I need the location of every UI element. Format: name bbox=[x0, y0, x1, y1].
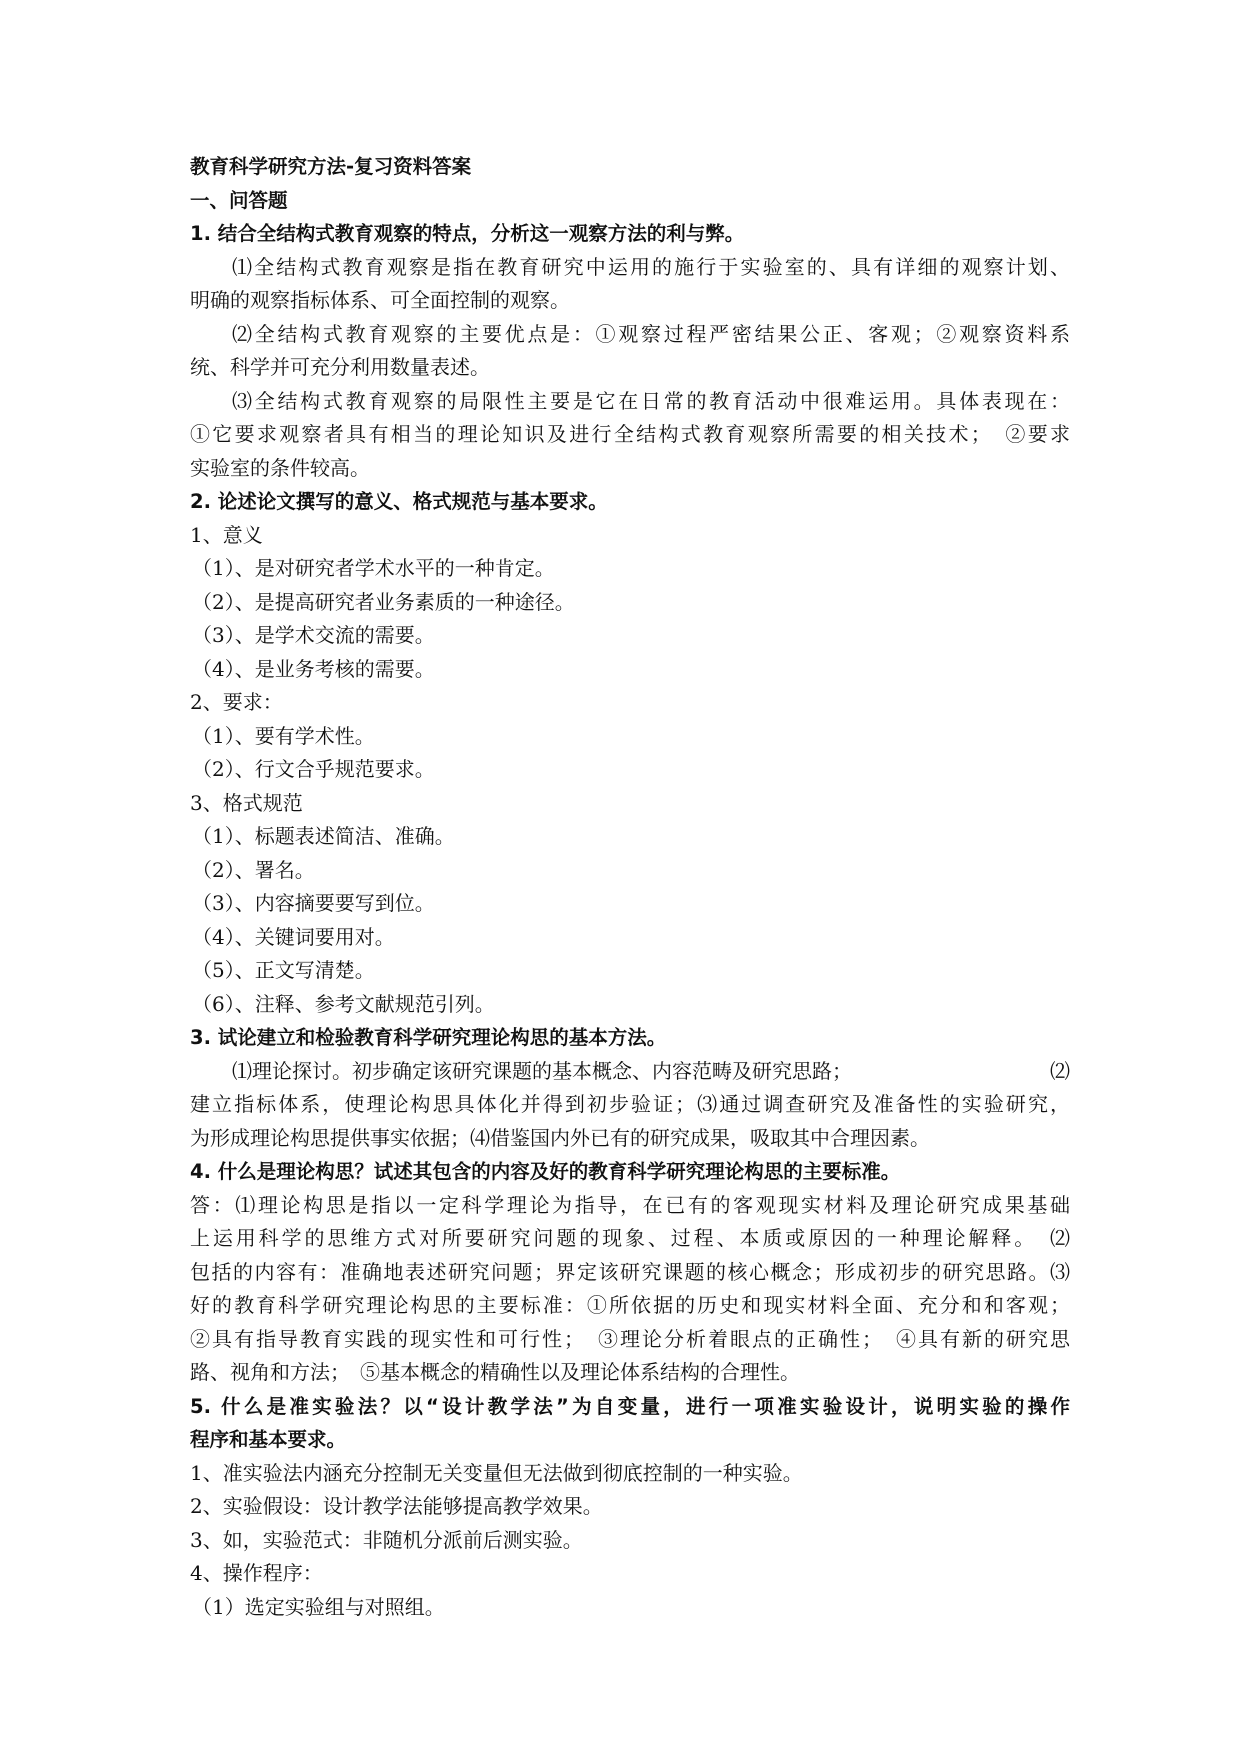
question-2-heading: 2. 论述论文撰写的意义、格式规范与基本要求。 bbox=[190, 490, 608, 513]
list-item: （2）、署名。 bbox=[192, 857, 315, 882]
q1-paragraph-2-line-2: 统、科学并可充分利用数量表述。 bbox=[190, 355, 490, 379]
list-item: （6）、注释、参考文献规范引列。 bbox=[192, 991, 495, 1016]
list-item: 3、如，实验范式：非随机分派前后测实验。 bbox=[190, 1527, 583, 1552]
document-title: 教育科学研究方法-复习资料答案 bbox=[190, 155, 472, 178]
q4-line-6: 路、视角和方法； ⑤基本概念的精确性以及理论体系结构的合理性。 bbox=[190, 1360, 800, 1384]
list-item: （4）、关键词要用对。 bbox=[192, 924, 395, 949]
list-item: 2、实验假设：设计教学法能够提高教学效果。 bbox=[190, 1494, 603, 1518]
list-item: （1）选定实验组与对照组。 bbox=[192, 1594, 445, 1619]
q4-line-1: 答：⑴理论构思是指以一定科学理论为指导，在已有的客观现实材料及理论研究成果基础 bbox=[190, 1192, 1070, 1217]
q3-line-1 bbox=[190, 1055, 1070, 1089]
q3-line-1-text: ⑴理论探讨。初步确定该研究课题的基本概念、内容范畴及研究思路； bbox=[232, 1058, 852, 1083]
q3-line-3: 为形成理论构思提供事实依据；⑷借鉴国内外已有的研究成果，吸取其中合理因素。 bbox=[190, 1125, 930, 1150]
q3-line-1-number: ⑵ bbox=[1050, 1058, 1070, 1083]
q1-paragraph-1-line-2: 明确的观察指标体系、可全面控制的观察。 bbox=[190, 288, 570, 312]
list-item: 4、操作程序： bbox=[190, 1561, 323, 1585]
q4-line-5: ②具有指导教育实践的现实性和可行性； ③理论分析着眼点的正确性； ④具有新的研究思 bbox=[190, 1326, 1070, 1351]
list-item: （1）、是对研究者学术水平的一种肯定。 bbox=[192, 556, 555, 580]
q4-line-3: 包括的内容有：准确地表述研究问题；界定该研究课题的核心概念；形成初步的研究思路。⑶ bbox=[190, 1259, 1070, 1284]
list-item: （1）、要有学术性。 bbox=[192, 723, 375, 748]
question-1-heading: 1. 结合全结构式教育观察的特点，分析这一观察方法的利与弊。 bbox=[190, 222, 745, 245]
q1-paragraph-2-line-1: ⑵全结构式教育观察的主要优点是：①观察过程严密结果公正、客观；②观察资料系 bbox=[232, 321, 1070, 346]
q2-subsection-2: 2、要求： bbox=[190, 690, 283, 714]
q2-subsection-1: 1、意义 bbox=[190, 522, 263, 547]
question-5-heading-line-1: 5. 什么是准实验法？以“设计教学法”为自变量，进行一项准实验设计，说明实验的操作 bbox=[190, 1394, 1070, 1418]
list-item: （1）、标题表述简洁、准确。 bbox=[192, 824, 455, 848]
document-page bbox=[190, 150, 1070, 1624]
q1-paragraph-3-line-1: ⑶全结构式教育观察的局限性主要是它在日常的教育活动中很难运用。具体表现在： bbox=[232, 388, 1070, 413]
q4-line-2: 上运用科学的思维方式对所要研究问题的现象、过程、本质或原因的一种理论解释。 ⑵ bbox=[190, 1226, 1070, 1250]
list-item: （2）、是提高研究者业务素质的一种途径。 bbox=[192, 589, 575, 614]
question-3-heading: 3. 试论建立和检验教育科学研究理论构思的基本方法。 bbox=[190, 1026, 667, 1049]
q3-line-2: 建立指标体系，使理论构思具体化并得到初步验证；⑶通过调查研究及准备性的实验研究， bbox=[190, 1092, 1070, 1116]
q4-line-4: 好的教育科学研究理论构思的主要标准：①所依据的历史和现实材料全面、充分和和客观； bbox=[190, 1293, 1070, 1317]
list-item: （5）、正文写清楚。 bbox=[192, 958, 375, 982]
q1-paragraph-1-line-1: ⑴全结构式教育观察是指在教育研究中运用的施行于实验室的、具有详细的观察计划、 bbox=[232, 254, 1070, 279]
q1-paragraph-3-line-2: ①它要求观察者具有相当的理论知识及进行全结构式教育观察所需要的相关技术； ②要求 bbox=[190, 422, 1070, 446]
list-item: （4）、是业务考核的需要。 bbox=[192, 656, 435, 681]
q1-paragraph-3-line-3: 实验室的条件较高。 bbox=[190, 455, 370, 480]
list-item: （2）、行文合乎规范要求。 bbox=[192, 757, 435, 781]
list-item: （3）、是学术交流的需要。 bbox=[192, 623, 435, 647]
list-item: 1、准实验法内涵充分控制无关变量但无法做到彻底控制的一种实验。 bbox=[190, 1460, 803, 1485]
question-4-heading: 4. 什么是理论构思？试述其包含的内容及好的教育科学研究理论构思的主要标准。 bbox=[190, 1160, 901, 1183]
list-item: （3）、内容摘要要写到位。 bbox=[192, 891, 435, 915]
section-heading: 一、问答题 bbox=[190, 188, 288, 212]
question-5-heading-line-2: 程序和基本要求。 bbox=[190, 1428, 347, 1451]
q2-subsection-3: 3、格式规范 bbox=[190, 790, 303, 815]
